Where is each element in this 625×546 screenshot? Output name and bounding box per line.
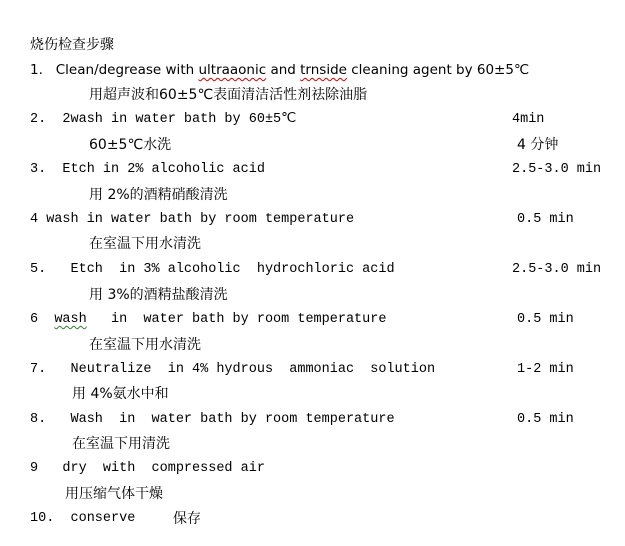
step-5-english: 5. Etch in 3% alcoholic hydrochloric acid <box>30 262 395 277</box>
step-7-english: 7. Neutralize in 4% hydrous ammoniac solution <box>30 362 436 377</box>
step-5-chinese: 用 3%的酒精盐酸清洗 <box>89 287 228 303</box>
step-1-text-mid: and <box>266 62 301 78</box>
step-1-english <box>30 60 529 80</box>
step-3-chinese: 用 2%的酒精硝酸清洗 <box>89 187 228 203</box>
step-9-english: 9 dry with compressed air <box>30 461 265 476</box>
step-6-number: 6 <box>30 312 55 327</box>
step-4-time: 0.5 min <box>517 212 574 227</box>
step-1-text-end: cleaning agent by 60±5℃ <box>346 62 530 78</box>
step-6-english <box>30 310 386 330</box>
step-7-time: 1-2 min <box>517 362 574 377</box>
step-2-english: 2. 2wash in water bath by 60±5℃ <box>30 112 297 127</box>
step-6-time: 0.5 min <box>517 312 574 327</box>
step-6-chinese: 在室温下用水清洗 <box>89 337 201 353</box>
step-2-time: 4min <box>512 112 545 127</box>
step-3-english: 3. Etch in 2% alcoholic acid <box>30 162 265 177</box>
spelling-error-trnside[interactable]: trnside <box>300 62 347 78</box>
step-2-chinese-time: 4 分钟 <box>517 137 559 153</box>
step-1-chinese: 用超声波和60±5℃表面清洁活性剂祛除油脂 <box>89 87 368 103</box>
step-4-chinese: 在室温下用水清洗 <box>89 236 201 252</box>
step-8-time: 0.5 min <box>517 412 574 427</box>
step-3-time: 2.5-3.0 min <box>512 162 602 177</box>
step-4-english: 4 wash in water bath by room temperature <box>30 212 355 227</box>
step-10-chinese: 保存 <box>173 511 201 527</box>
step-5-time: 2.5-3.0 min <box>512 262 602 277</box>
step-8-english: 8. Wash in water bath by room temperature <box>30 412 395 427</box>
step-8-chinese: 在室温下用清洗 <box>72 436 170 452</box>
step-6-text-end: in water bath by room temperature <box>86 312 387 327</box>
step-7-chinese: 用 4%氨水中和 <box>72 386 169 402</box>
step-9-chinese: 用压缩气体干燥 <box>65 486 163 502</box>
page-title: 烧伤检查步骤 <box>30 37 114 53</box>
spelling-error-ultraaonic[interactable]: ultraaonic <box>198 62 267 78</box>
grammar-flag-wash[interactable]: wash <box>54 312 87 327</box>
step-2-chinese: 60±5℃水洗 <box>89 137 172 153</box>
step-10-english: 10. conserve <box>30 511 136 526</box>
step-1-text-start: 1. Clean/degrease with <box>30 62 199 78</box>
